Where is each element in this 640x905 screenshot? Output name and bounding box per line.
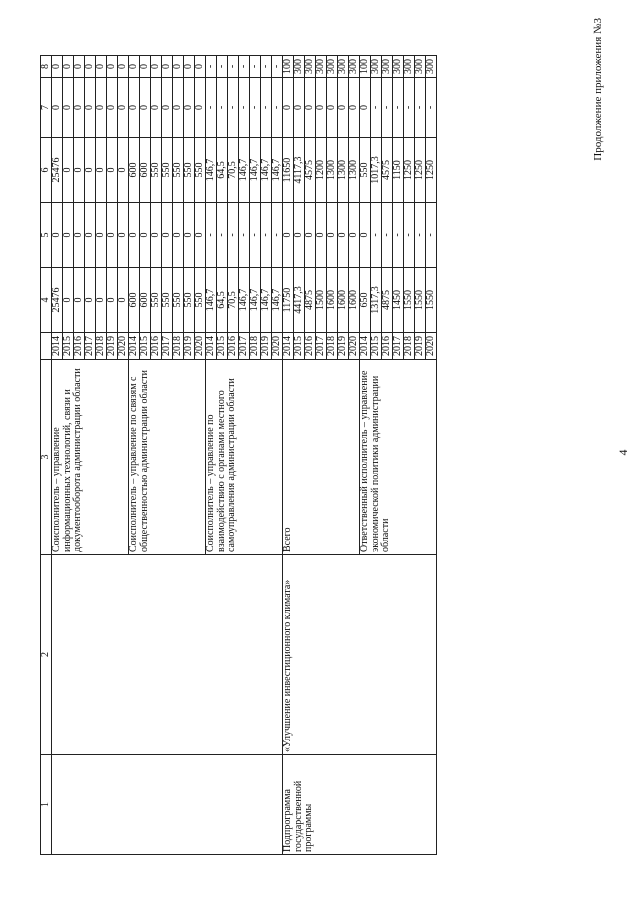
value-cell: 11650 <box>283 138 294 203</box>
value-cell: 1250 <box>415 138 426 203</box>
year-cell: 2017 <box>85 333 96 360</box>
value-cell: 0 <box>52 78 63 138</box>
year-cell: 2018 <box>327 333 338 360</box>
value-cell: - <box>272 203 283 268</box>
year-cell: 2016 <box>305 333 316 360</box>
value-cell: 0 <box>316 203 327 268</box>
value-cell: 300 <box>393 56 404 78</box>
value-cell: 0 <box>151 56 162 78</box>
total-cell: 550 <box>184 268 195 333</box>
year-cell: 2014 <box>52 333 63 360</box>
value-cell: 0 <box>173 203 184 268</box>
value-cell: 550 <box>195 138 206 203</box>
value-cell: 0 <box>151 78 162 138</box>
value-cell: - <box>415 78 426 138</box>
value-cell: 1300 <box>327 138 338 203</box>
value-cell: - <box>426 78 437 138</box>
value-cell: - <box>250 78 261 138</box>
value-cell: 0 <box>184 56 195 78</box>
value-cell: 0 <box>107 203 118 268</box>
total-cell: 550 <box>173 268 184 333</box>
total-cell: 64,5 <box>217 268 228 333</box>
value-cell: - <box>228 56 239 78</box>
header-row <box>41 56 52 855</box>
year-cell: 2019 <box>261 333 272 360</box>
header-cell: 3 <box>41 360 52 555</box>
value-cell: - <box>239 56 250 78</box>
value-cell: - <box>250 56 261 78</box>
value-cell: - <box>239 78 250 138</box>
executor-cell: Соисполнитель – управление по взаимодействию с органами местного самоуправления администрации области <box>206 360 283 555</box>
year-cell: 2020 <box>195 333 206 360</box>
total-cell: 11750 <box>283 268 294 333</box>
total-cell: 4875 <box>382 268 393 333</box>
table-row <box>52 56 63 855</box>
value-cell: 0 <box>338 78 349 138</box>
value-cell: 0 <box>338 203 349 268</box>
value-cell: - <box>239 203 250 268</box>
value-cell: 0 <box>327 78 338 138</box>
value-cell: 300 <box>327 56 338 78</box>
value-cell: 0 <box>173 78 184 138</box>
value-cell: 64,5 <box>217 138 228 203</box>
year-cell: 2017 <box>162 333 173 360</box>
total-cell: 0 <box>118 268 129 333</box>
value-cell: - <box>261 203 272 268</box>
value-cell: 0 <box>107 56 118 78</box>
value-cell: 300 <box>294 56 305 78</box>
total-cell: 146,7 <box>250 268 261 333</box>
value-cell: 0 <box>184 78 195 138</box>
value-cell: 0 <box>195 78 206 138</box>
name-cell: «Улучшение инвестиционного климата» <box>283 555 437 755</box>
value-cell: 0 <box>63 203 74 268</box>
table-body <box>41 56 437 855</box>
year-cell: 2015 <box>217 333 228 360</box>
value-cell: - <box>206 203 217 268</box>
value-cell: 0 <box>162 203 173 268</box>
value-cell: 550 <box>184 138 195 203</box>
value-cell: 0 <box>140 203 151 268</box>
total-cell: 550 <box>195 268 206 333</box>
total-cell: 25476 <box>52 268 63 333</box>
value-cell: 0 <box>140 56 151 78</box>
total-cell: 0 <box>96 268 107 333</box>
value-cell: 0 <box>118 203 129 268</box>
value-cell: 0 <box>63 138 74 203</box>
value-cell: 0 <box>107 138 118 203</box>
year-cell: 2020 <box>118 333 129 360</box>
header-cell: 2 <box>41 555 52 755</box>
year-cell: 2014 <box>360 333 371 360</box>
total-cell: 0 <box>107 268 118 333</box>
year-cell: 2017 <box>393 333 404 360</box>
table-row <box>283 56 294 855</box>
executor-cell: Соисполнитель – управление по связям с общественностью администрации области <box>129 360 206 555</box>
value-cell: 1300 <box>349 138 360 203</box>
total-cell: 1450 <box>393 268 404 333</box>
value-cell: 0 <box>283 203 294 268</box>
value-cell: 0 <box>349 203 360 268</box>
value-cell: 0 <box>96 56 107 78</box>
total-cell: 0 <box>85 268 96 333</box>
value-cell: 0 <box>162 78 173 138</box>
value-cell: 0 <box>63 56 74 78</box>
total-cell: 650 <box>360 268 371 333</box>
value-cell: 300 <box>316 56 327 78</box>
value-cell: - <box>404 78 415 138</box>
year-cell: 2019 <box>107 333 118 360</box>
value-cell: 0 <box>151 203 162 268</box>
total-cell: 550 <box>151 268 162 333</box>
value-cell: 0 <box>305 203 316 268</box>
value-cell: 0 <box>316 78 327 138</box>
value-cell: - <box>382 203 393 268</box>
executor-cell: Всего <box>283 360 360 555</box>
year-cell: 2016 <box>74 333 85 360</box>
total-cell: 0 <box>74 268 85 333</box>
header-cell: 7 <box>41 78 52 138</box>
value-cell: 0 <box>85 138 96 203</box>
value-cell: 600 <box>129 138 140 203</box>
total-cell: 1500 <box>316 268 327 333</box>
value-cell: 550 <box>360 138 371 203</box>
value-cell: 0 <box>360 203 371 268</box>
value-cell: - <box>371 203 382 268</box>
year-cell: 2018 <box>404 333 415 360</box>
value-cell: 0 <box>195 56 206 78</box>
year-cell: 2019 <box>338 333 349 360</box>
year-cell: 2018 <box>96 333 107 360</box>
value-cell: 4117,3 <box>294 138 305 203</box>
value-cell: 0 <box>173 56 184 78</box>
value-cell: 0 <box>129 203 140 268</box>
year-cell: 2018 <box>173 333 184 360</box>
value-cell: - <box>371 78 382 138</box>
value-cell: 300 <box>349 56 360 78</box>
value-cell: - <box>206 78 217 138</box>
value-cell: 1200 <box>316 138 327 203</box>
value-cell: - <box>382 78 393 138</box>
header-cell: 5 <box>41 203 52 268</box>
value-cell: 4575 <box>305 138 316 203</box>
year-cell: 2017 <box>239 333 250 360</box>
value-cell: - <box>404 203 415 268</box>
value-cell: 550 <box>151 138 162 203</box>
year-cell: 2018 <box>250 333 261 360</box>
value-cell: 300 <box>305 56 316 78</box>
year-cell: 2019 <box>184 333 195 360</box>
value-cell: 550 <box>162 138 173 203</box>
value-cell: 0 <box>162 56 173 78</box>
value-cell: 0 <box>74 203 85 268</box>
header-cell: 6 <box>41 138 52 203</box>
value-cell: - <box>228 203 239 268</box>
value-cell: 0 <box>349 78 360 138</box>
year-cell: 2015 <box>140 333 151 360</box>
value-cell: - <box>272 56 283 78</box>
year-cell: 2017 <box>316 333 327 360</box>
value-cell: 0 <box>96 203 107 268</box>
total-cell: 1600 <box>338 268 349 333</box>
value-cell: 0 <box>129 56 140 78</box>
value-cell: 300 <box>404 56 415 78</box>
value-cell: 0 <box>360 78 371 138</box>
value-cell: 1300 <box>338 138 349 203</box>
value-cell: 4575 <box>382 138 393 203</box>
program-cell: Подпрограмма государственной программы <box>283 755 437 855</box>
value-cell: - <box>393 78 404 138</box>
value-cell: 0 <box>63 78 74 138</box>
value-cell: 146,7 <box>206 138 217 203</box>
header-cell: 4 <box>41 268 52 333</box>
value-cell: 0 <box>52 203 63 268</box>
value-cell: - <box>206 56 217 78</box>
value-cell: 0 <box>85 78 96 138</box>
year-cell: 2016 <box>151 333 162 360</box>
funding-table <box>40 55 437 855</box>
year-cell: 2014 <box>206 333 217 360</box>
value-cell: 0 <box>327 203 338 268</box>
value-cell: 1150 <box>393 138 404 203</box>
year-cell: 2014 <box>283 333 294 360</box>
year-cell: 2016 <box>228 333 239 360</box>
executor-cell: Ответственный исполнитель – управление экономической политики администрации области <box>360 360 437 555</box>
header-cell <box>41 333 52 360</box>
continuation-note: Продолжение приложения №3 <box>592 18 604 161</box>
total-cell: 600 <box>140 268 151 333</box>
value-cell: - <box>228 78 239 138</box>
program-cell <box>52 755 283 855</box>
value-cell: - <box>393 203 404 268</box>
value-cell: 0 <box>107 78 118 138</box>
total-cell: 4417,3 <box>294 268 305 333</box>
value-cell: 0 <box>96 138 107 203</box>
value-cell: 0 <box>52 56 63 78</box>
value-cell: 0 <box>118 138 129 203</box>
value-cell: - <box>261 56 272 78</box>
value-cell: 0 <box>129 78 140 138</box>
value-cell: 146,7 <box>272 138 283 203</box>
value-cell: 146,7 <box>250 138 261 203</box>
value-cell: 600 <box>140 138 151 203</box>
page-number: 4 <box>616 449 630 456</box>
value-cell: 0 <box>140 78 151 138</box>
total-cell: 146,7 <box>272 268 283 333</box>
value-cell: - <box>272 78 283 138</box>
total-cell: 70,5 <box>228 268 239 333</box>
value-cell: - <box>217 203 228 268</box>
value-cell: 1250 <box>426 138 437 203</box>
value-cell: - <box>261 78 272 138</box>
value-cell: 550 <box>173 138 184 203</box>
total-cell: 1317,3 <box>371 268 382 333</box>
total-cell: 1600 <box>349 268 360 333</box>
year-cell: 2020 <box>426 333 437 360</box>
value-cell: - <box>415 203 426 268</box>
value-cell: - <box>217 56 228 78</box>
total-cell: 600 <box>129 268 140 333</box>
value-cell: 1250 <box>404 138 415 203</box>
value-cell: 0 <box>283 78 294 138</box>
total-cell: 4875 <box>305 268 316 333</box>
value-cell: - <box>426 203 437 268</box>
total-cell: 550 <box>162 268 173 333</box>
total-cell: 0 <box>63 268 74 333</box>
value-cell: 1017,3 <box>371 138 382 203</box>
year-cell: 2020 <box>349 333 360 360</box>
value-cell: 0 <box>294 203 305 268</box>
value-cell: 0 <box>85 56 96 78</box>
value-cell: 0 <box>184 203 195 268</box>
year-cell: 2015 <box>371 333 382 360</box>
total-cell: 146,7 <box>261 268 272 333</box>
year-cell: 2019 <box>415 333 426 360</box>
value-cell: 0 <box>118 78 129 138</box>
total-cell: 146,7 <box>239 268 250 333</box>
header-cell: 8 <box>41 56 52 78</box>
value-cell: 300 <box>382 56 393 78</box>
value-cell: 0 <box>74 56 85 78</box>
value-cell: 300 <box>338 56 349 78</box>
year-cell: 2020 <box>272 333 283 360</box>
value-cell: 300 <box>371 56 382 78</box>
name-cell <box>52 555 283 755</box>
value-cell: 0 <box>74 138 85 203</box>
value-cell: 300 <box>426 56 437 78</box>
header-cell: 1 <box>41 755 52 855</box>
value-cell: 0 <box>74 78 85 138</box>
value-cell: 300 <box>415 56 426 78</box>
value-cell: 0 <box>195 203 206 268</box>
value-cell: 25476 <box>52 138 63 203</box>
year-cell: 2015 <box>63 333 74 360</box>
value-cell: 146,7 <box>261 138 272 203</box>
value-cell: - <box>217 78 228 138</box>
year-cell: 2015 <box>294 333 305 360</box>
value-cell: 0 <box>305 78 316 138</box>
total-cell: 1550 <box>426 268 437 333</box>
total-cell: 1550 <box>404 268 415 333</box>
value-cell: 146,7 <box>239 138 250 203</box>
value-cell: 0 <box>85 203 96 268</box>
total-cell: 146,7 <box>206 268 217 333</box>
year-cell: 2016 <box>382 333 393 360</box>
value-cell: - <box>250 203 261 268</box>
year-cell: 2014 <box>129 333 140 360</box>
value-cell: 100 <box>360 56 371 78</box>
value-cell: 70,5 <box>228 138 239 203</box>
value-cell: 0 <box>118 56 129 78</box>
total-cell: 1550 <box>415 268 426 333</box>
value-cell: 0 <box>294 78 305 138</box>
value-cell: 100 <box>283 56 294 78</box>
executor-cell: Соисполнитель – управление информационных технологий, связи и документооборота администрации области <box>52 360 129 555</box>
value-cell: 0 <box>96 78 107 138</box>
total-cell: 1600 <box>327 268 338 333</box>
